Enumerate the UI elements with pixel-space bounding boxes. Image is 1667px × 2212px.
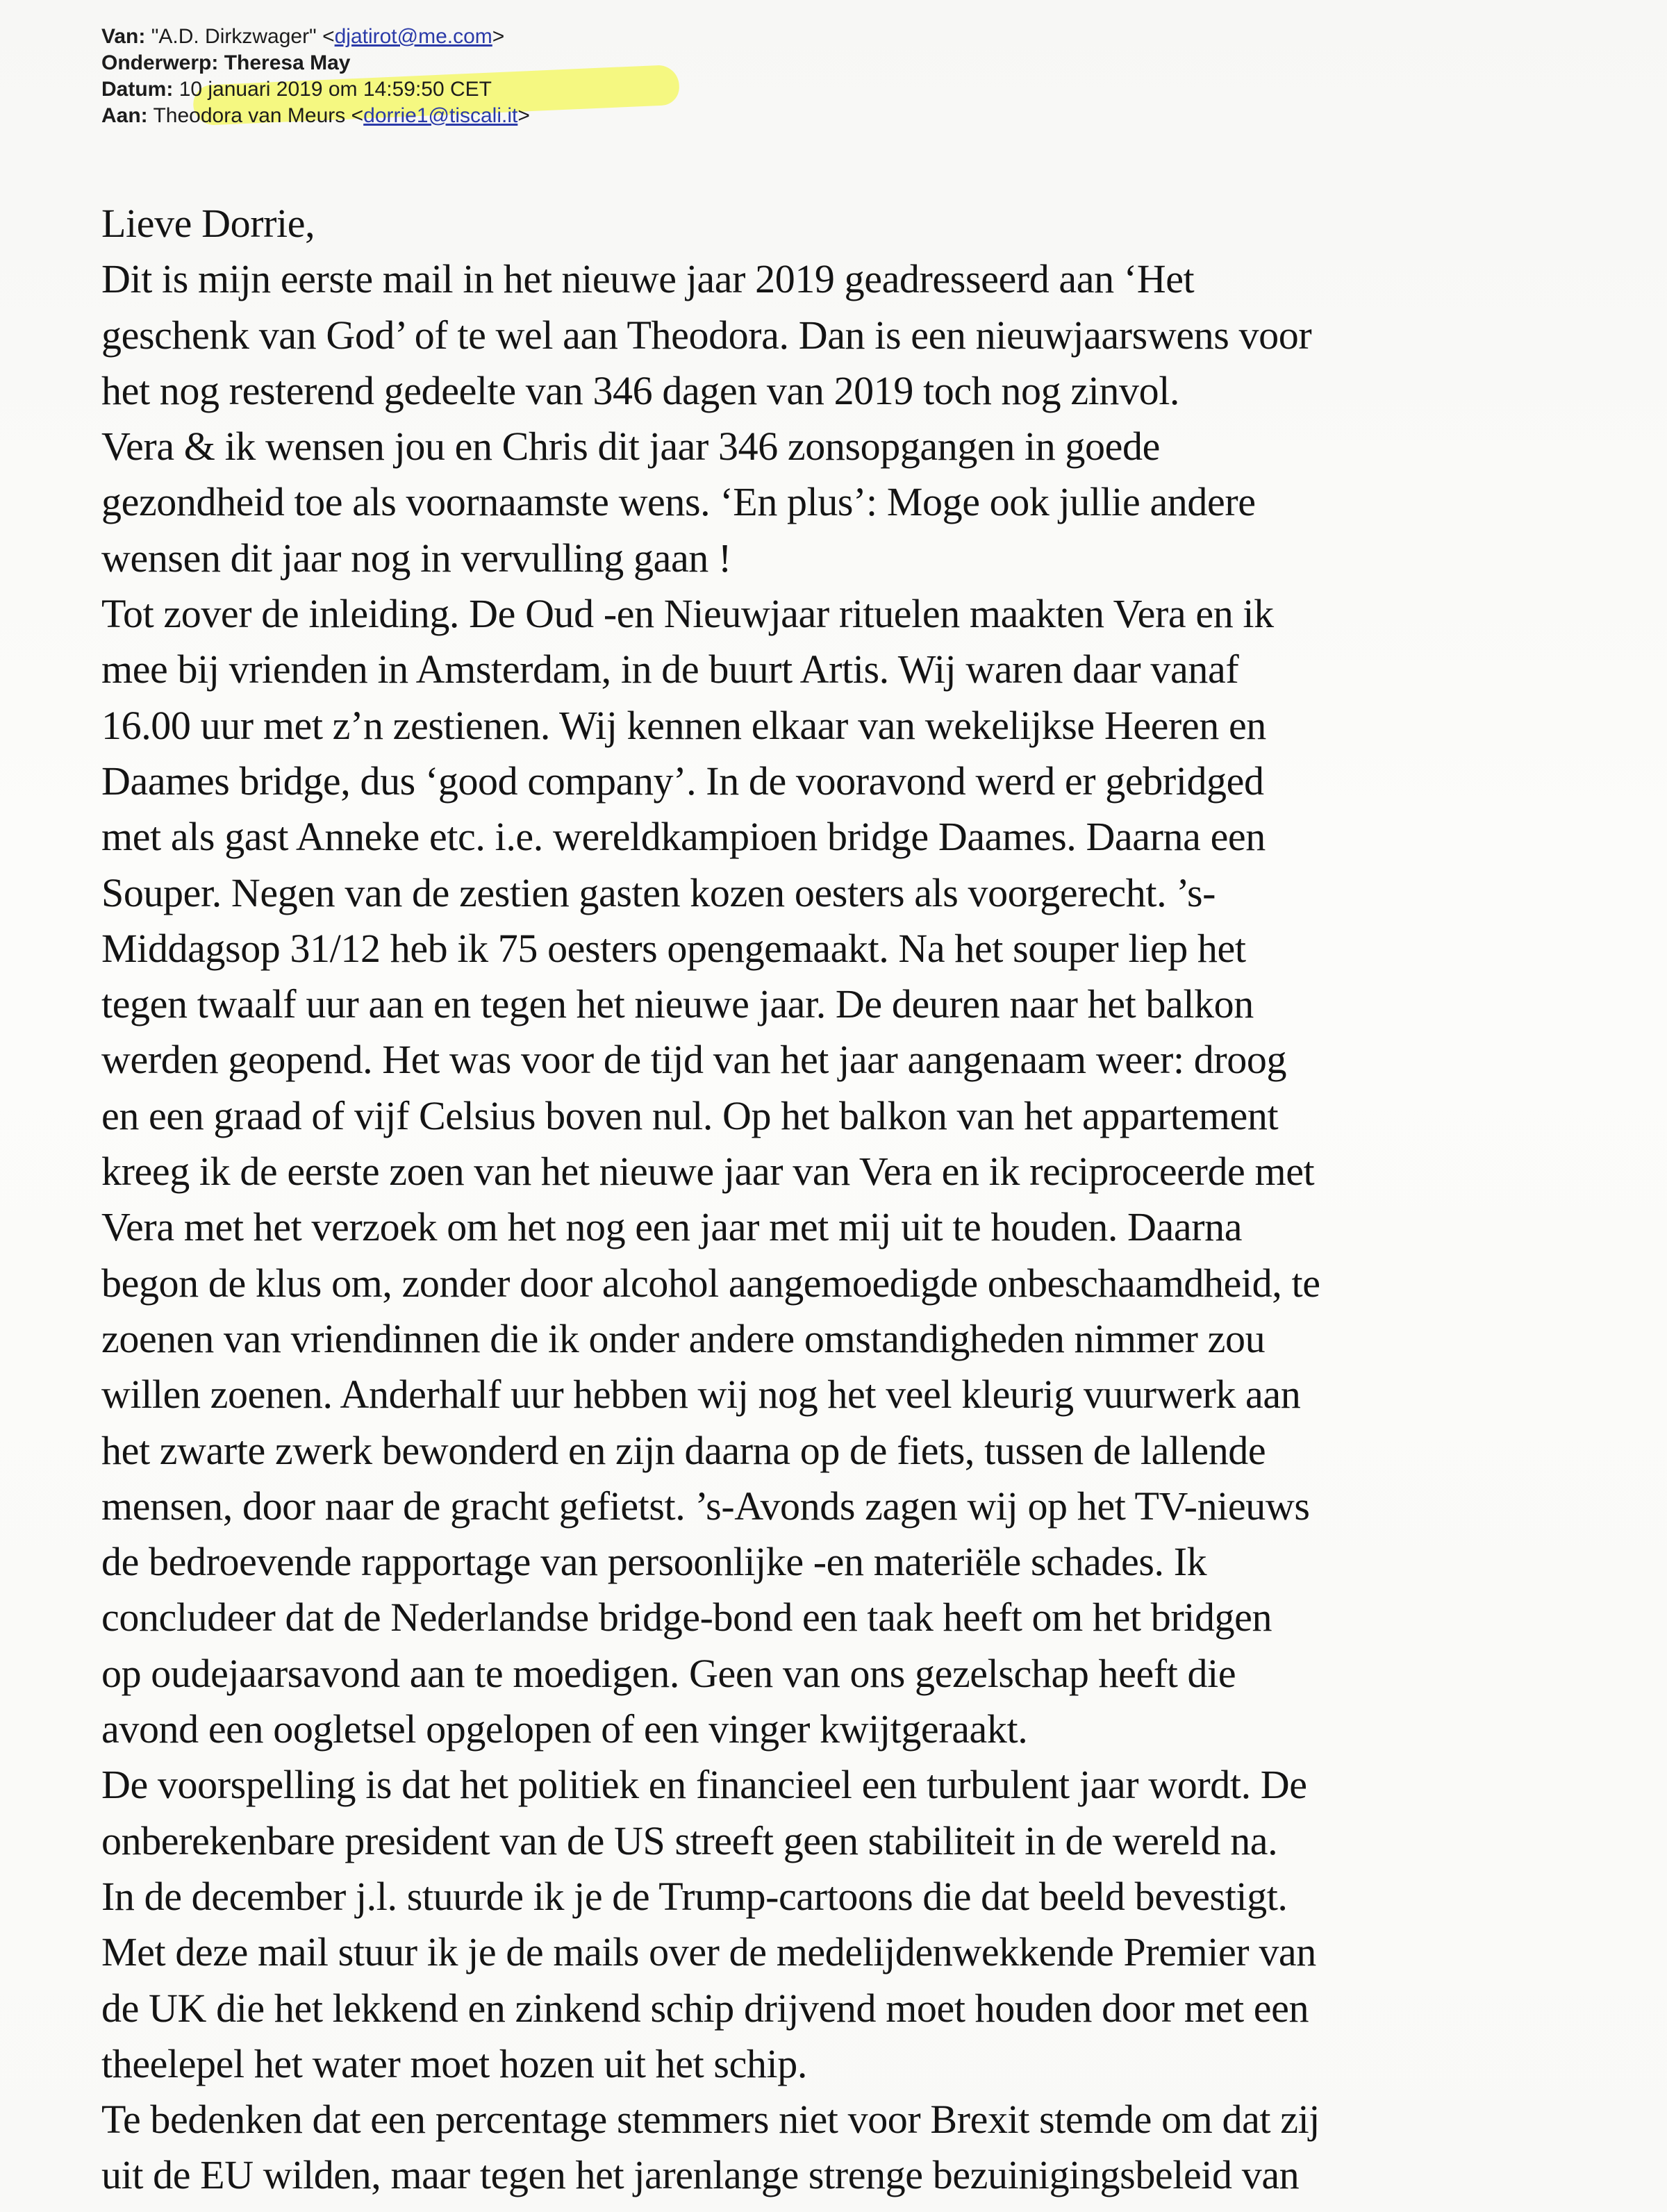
- header-subject-row: [101, 50, 530, 76]
- from-label: Van:: [101, 25, 146, 48]
- letter-line: de UK die het lekkend en zinkend schip drijvend moet houden door met een: [101, 1985, 1309, 2031]
- letter-line: werden geopend. Het was voor de tijd van het jaar aangenaam weer: droog: [101, 1037, 1287, 1083]
- letter-line: In de december j.l. stuurde ik je de Trump-cartoons die dat beeld bevestigt.: [101, 1873, 1288, 1919]
- letter-line: Souper. Negen van de zestien gasten kozen oesters als voorgerecht. ’s-: [101, 870, 1216, 915]
- from-email-link[interactable]: djatirot@me.com: [334, 25, 492, 48]
- letter-line: en een graad of vijf Celsius boven nul. Op het balkon van het appartement: [101, 1092, 1279, 1138]
- letter-line: 16.00 uur met z’n zestienen. Wij kennen elkaar van wekelijkse Heeren en: [101, 702, 1266, 748]
- from-email-bracket-open: <: [322, 25, 335, 48]
- subject-label: Onderwerp:: [101, 51, 219, 74]
- letter-line: avond een oogletsel opgelopen of een vinger kwijtgeraakt.: [101, 1706, 1028, 1752]
- letter-line: het zwarte zwerk bewonderd en zijn daarna op de fiets, tussen de lallende: [101, 1427, 1266, 1473]
- to-label: Aan:: [101, 104, 148, 127]
- letter-line: Vera & ik wensen jou en Chris dit jaar 346 zonsopgangen in goede: [101, 424, 1160, 469]
- from-name: "A.D. Dirkzwager": [151, 25, 317, 48]
- letter-line: tegen twaalf uur aan en tegen het nieuwe jaar. De deuren naar het balkon: [101, 981, 1254, 1027]
- letter-line: mensen, door naar de gracht gefietst. ’s-Avonds zagen wij op het TV-nieuws: [101, 1483, 1310, 1529]
- letter-line: uit de EU wilden, maar tegen het jarenlange strenge bezuinigingsbeleid van: [101, 2152, 1300, 2198]
- letter-line: Daames bridge, dus ‘good company’. In de vooravond werd er gebridged: [101, 758, 1264, 804]
- letter-line: willen zoenen. Anderhalf uur hebben wij nog het veel kleurig vuurwerk aan: [101, 1372, 1301, 1417]
- letter-line: De voorspelling is dat het politiek en financieel een turbulent jaar wordt. De: [101, 1762, 1307, 1808]
- letter-line: Tot zover de inleiding. De Oud -en Nieuwjaar rituelen maakten Vera en ik: [101, 591, 1274, 637]
- header-from-row: [101, 24, 530, 50]
- letter-line: het nog resterend gedeelte van 346 dagen van 2019 toch nog zinvol.: [101, 367, 1180, 413]
- letter-line: wensen dit jaar nog in vervulling gaan !: [101, 535, 731, 581]
- letter-line: op oudejaarsavond aan te moedigen. Geen van ons gezelschap heeft die: [101, 1650, 1236, 1696]
- letter-line: geschenk van God’ of te wel aan Theodora. Dan is een nieuwjaarswens voor: [101, 312, 1312, 358]
- from-email-bracket-close: >: [492, 25, 505, 48]
- letter-line: met als gast Anneke etc. i.e. wereldkampioen bridge Daames. Daarna een: [101, 814, 1266, 860]
- letter-line: concludeer dat de Nederlandse bridge-bond een taak heeft om het bridgen: [101, 1595, 1272, 1640]
- to-email-bracket-close: >: [517, 104, 530, 127]
- date-label: Datum:: [101, 78, 174, 101]
- letter-line: begon de klus om, zonder door alcohol aangemoedigde onbeschaamdheid, te: [101, 1260, 1320, 1306]
- subject-value: Theresa May: [224, 51, 351, 74]
- letter-line: Te bedenken dat een percentage stemmers niet voor Brexit stemde om dat zij: [101, 2097, 1320, 2143]
- letter-line: zoenen van vriendinnen die ik onder andere omstandigheden nimmer zou: [101, 1315, 1266, 1361]
- to-email-link[interactable]: dorrie1@tiscali.it: [363, 104, 518, 127]
- letter-line: kreeg ik de eerste zoen van het nieuwe jaar van Vera en ik reciproceerde met: [101, 1149, 1315, 1195]
- letter-line: onberekenbare president van de US streeft geen stabiliteit in de wereld na.: [101, 1818, 1278, 1863]
- letter-line: mee bij vrienden in Amsterdam, in de buurt Artis. Wij waren daar vanaf: [101, 647, 1239, 692]
- date-value: 10 januari 2019 om 14:59:50 CET: [179, 78, 492, 101]
- letter-line: Middagsop 31/12 heb ik 75 oesters opengemaakt. Na het souper liep het: [101, 925, 1246, 971]
- letter-line: Met deze mail stuur ik je de mails over de medelijdenwekkende Premier van: [101, 1929, 1316, 1975]
- letter-line: theelepel het water moet hozen uit het schip.: [101, 2040, 807, 2086]
- letter-line: Lieve Dorrie,: [101, 201, 315, 246]
- to-email-bracket-open: <: [351, 104, 364, 127]
- header-to-row: [101, 103, 530, 129]
- email-header: [101, 24, 530, 129]
- letter-body: [101, 196, 1616, 2204]
- header-date-row: [101, 76, 530, 103]
- letter-line: de bedroevende rapportage van persoonlijke -en materiële schades. Ik: [101, 1539, 1207, 1585]
- letter-line: Dit is mijn eerste mail in het nieuwe jaar 2019 geadresseerd aan ‘Het: [101, 256, 1195, 302]
- letter-line: gezondheid toe als voornaamste wens. ‘En plus’: Moge ook jullie andere: [101, 479, 1256, 525]
- to-name: Theodora van Meurs: [153, 104, 346, 127]
- letter-line: Vera met het verzoek om het nog een jaar met mij uit te houden. Daarna: [101, 1204, 1243, 1250]
